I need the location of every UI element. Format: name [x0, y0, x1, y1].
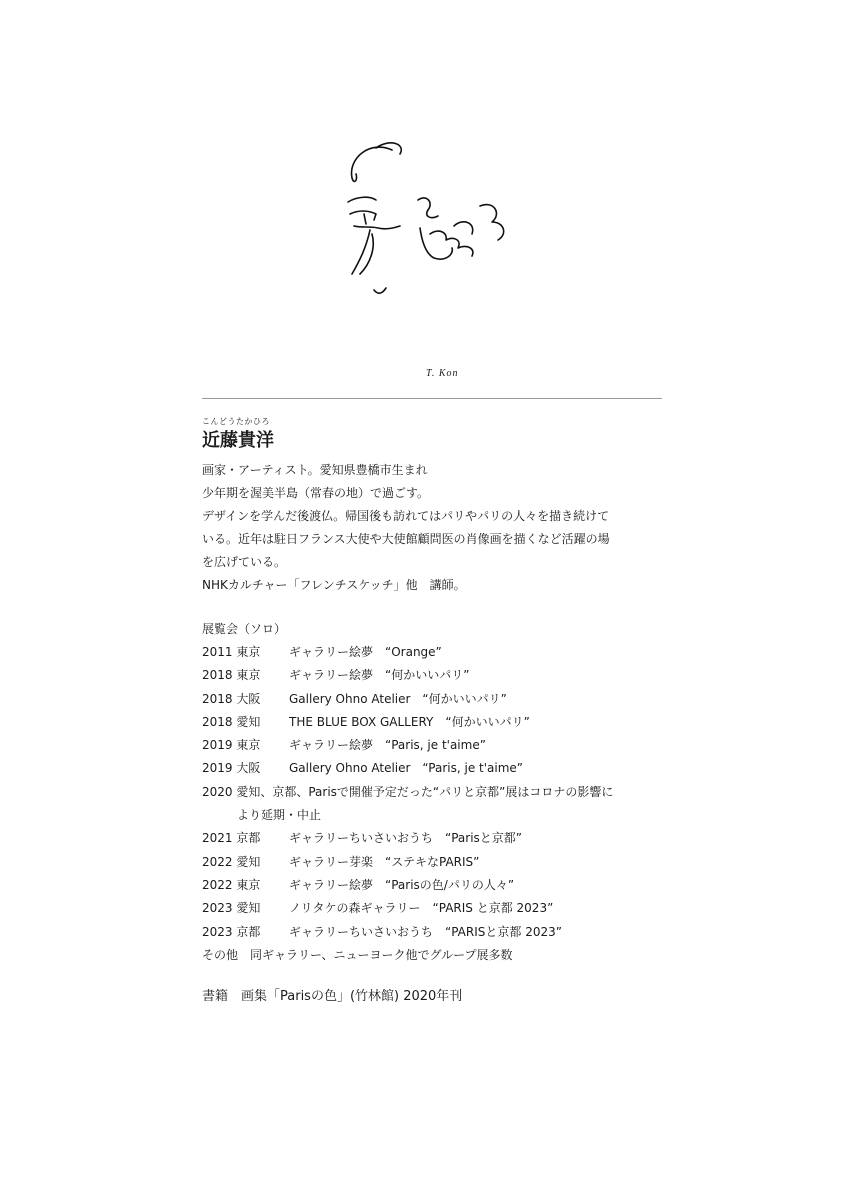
exhibition-year: 2019 東京 — [202, 738, 261, 753]
exhibition-detail: ギャラリー絵夢 “Parisの色/パリの人々” — [289, 877, 515, 892]
other-exhibitions — [202, 944, 672, 967]
biography — [202, 459, 672, 597]
exhibition-detail: ギャラリー絵夢 “何かいいパリ” — [289, 668, 470, 683]
bio-line: いる。近年は駐日フランス大使や大使館顧問医の肖像画を描くなど活躍の場 — [202, 532, 610, 546]
exhibition-detail: ギャラリーちいさいおうち “Parisと京都” — [289, 831, 523, 846]
covid-note-continued — [202, 804, 672, 827]
exhibitions-heading: 展覧会（ソロ） — [202, 622, 287, 636]
exhibition-item — [202, 874, 672, 897]
other-exhibitions-text: その他 同ギャラリー、ニューヨーク他でグループ展多数 — [202, 947, 513, 962]
bio-line: 画家・アーティスト。愛知県豊橋市生まれ — [202, 463, 428, 477]
bio-line: NHKカルチャー「フレンチスケッチ」他 講師。 — [202, 578, 466, 592]
exhibition-item — [202, 851, 672, 874]
exhibition-item — [202, 688, 672, 711]
covid-note — [202, 781, 672, 804]
exhibition-year: 2022 愛知 — [202, 854, 261, 869]
bio-line: を広げている。 — [202, 555, 287, 569]
exhibition-year: 2011 東京 — [202, 645, 261, 659]
portrait-drawing — [330, 130, 530, 330]
covid-note-line2: より延期・中止 — [237, 808, 322, 823]
exhibition-detail: THE BLUE BOX GALLERY “何かいいパリ” — [289, 714, 530, 729]
exhibition-year: 2023 京都 — [202, 924, 261, 939]
exhibition-year: 2018 東京 — [202, 668, 261, 683]
exhibition-detail: ギャラリー芽楽 “ステキなPARIS” — [289, 854, 480, 869]
exhibition-item — [202, 757, 672, 780]
bio-line: デザインを学んだ後渡仏。帰国後も訪れてはパリやパリの人々を描き続けて — [202, 509, 610, 523]
exhibition-year: 2023 愛知 — [202, 901, 261, 916]
exhibition-item — [202, 711, 672, 734]
exhibition-item — [202, 664, 672, 687]
covid-note-line1: 2020 愛知、京都、Parisで開催予定だった“パリと京都”展はコロナの影響に — [202, 784, 614, 799]
divider-line — [202, 398, 662, 399]
books-section: 書籍 画集「Parisの色」(竹林館) 2020年刊 — [202, 989, 463, 1004]
exhibition-detail: ギャラリー絵夢 “Orange” — [289, 645, 442, 659]
bio-line: 少年期を渥美半島（常春の地）で過ごす。 — [202, 486, 430, 500]
exhibition-item — [202, 734, 672, 757]
exhibition-year: 2022 東京 — [202, 877, 261, 892]
exhibition-detail: Gallery Ohno Atelier “何かいいパリ” — [289, 691, 507, 706]
exhibition-item — [202, 827, 672, 850]
artist-signature: T. Kon — [426, 368, 459, 379]
exhibition-item — [202, 641, 672, 664]
exhibition-year: 2018 愛知 — [202, 714, 261, 729]
exhibition-item — [202, 897, 672, 920]
exhibition-year: 2021 京都 — [202, 831, 261, 846]
exhibition-detail: Gallery Ohno Atelier “Paris, je t'aime” — [289, 761, 523, 776]
exhibitions-list — [202, 641, 672, 967]
exhibition-year: 2018 大阪 — [202, 691, 261, 706]
exhibition-detail: ギャラリー絵夢 “Paris, je t'aime” — [289, 738, 486, 753]
exhibition-item — [202, 921, 672, 944]
exhibition-detail: ギャラリーちいさいおうち “PARISと京都 2023” — [289, 924, 562, 939]
exhibition-year: 2019 大阪 — [202, 761, 261, 776]
exhibition-detail: ノリタケの森ギャラリー “PARIS と京都 2023” — [289, 901, 554, 916]
name-reading: こんどうたかひろ — [202, 417, 270, 426]
portrait-sketch — [330, 130, 530, 330]
artist-name: 近藤貴洋 — [202, 430, 274, 451]
